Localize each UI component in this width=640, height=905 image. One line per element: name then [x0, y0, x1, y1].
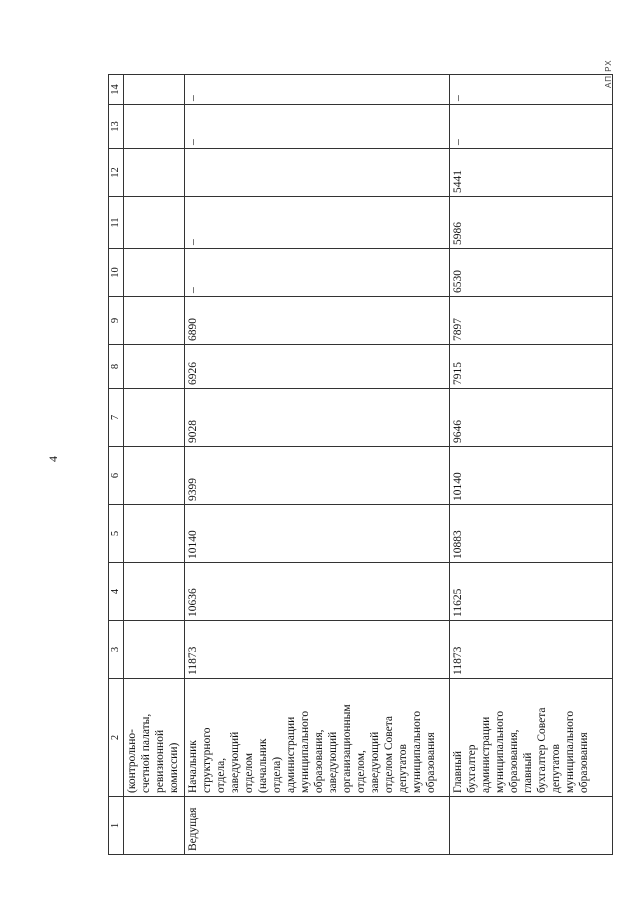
value-cell: 5441: [450, 149, 613, 197]
col-header-1: 1: [109, 797, 124, 855]
value-cell: 11873: [450, 621, 613, 679]
value-cell: 7915: [450, 345, 613, 389]
value-cell: [185, 149, 450, 197]
value-cell: 5986: [450, 197, 613, 249]
table-cell: [124, 797, 185, 855]
col-header-14: 14: [109, 75, 124, 105]
category-cell: Ведущая: [185, 797, 450, 855]
table-cell: [124, 105, 185, 149]
value-cell: 10140: [450, 447, 613, 505]
column-number-row: [109, 75, 124, 855]
table-cell: [124, 505, 185, 563]
table-cell: (контрольно- счетной палаты, ревизионной комиссии): [124, 679, 185, 797]
value-cell: 6890: [185, 297, 450, 345]
table-cell: [124, 297, 185, 345]
salary-table-wrapper: [108, 75, 610, 855]
table-cell: [124, 345, 185, 389]
col-header-11: 11: [109, 197, 124, 249]
table-cell: [124, 563, 185, 621]
table-row: [450, 75, 613, 855]
value-cell: 6530: [450, 249, 613, 297]
category-cell: [450, 797, 613, 855]
table-cell: [124, 249, 185, 297]
table-cell: [124, 389, 185, 447]
value-cell: –: [450, 75, 613, 105]
value-cell: 11873: [185, 621, 450, 679]
table-row: [185, 75, 450, 855]
col-header-12: 12: [109, 149, 124, 197]
col-header-13: 13: [109, 105, 124, 149]
col-header-7: 7: [109, 389, 124, 447]
col-header-3: 3: [109, 621, 124, 679]
col-header-2: 2: [109, 679, 124, 797]
value-cell: 9646: [450, 389, 613, 447]
table-row: [124, 75, 185, 855]
col-header-4: 4: [109, 563, 124, 621]
value-cell: –: [185, 105, 450, 149]
value-cell: 6926: [185, 345, 450, 389]
position-cell: Главный бухгалтер администрации муниципального образования, главный бухгалтер Совета депутатов муниципального образования: [450, 679, 613, 797]
table-cell: [124, 75, 185, 105]
value-cell: 10636: [185, 563, 450, 621]
col-header-5: 5: [109, 505, 124, 563]
col-header-10: 10: [109, 249, 124, 297]
value-cell: –: [185, 197, 450, 249]
col-header-8: 8: [109, 345, 124, 389]
table-cell: [124, 621, 185, 679]
archive-stamp: АП РХ: [604, 59, 613, 88]
salary-table: [108, 74, 613, 855]
value-cell: 7897: [450, 297, 613, 345]
value-cell: 9028: [185, 389, 450, 447]
value-cell: 9399: [185, 447, 450, 505]
value-cell: –: [185, 75, 450, 105]
col-header-9: 9: [109, 297, 124, 345]
table-cell: [124, 149, 185, 197]
col-header-6: 6: [109, 447, 124, 505]
position-cell: Начальник структурного отдела, заведующий отделом (начальник отдела) администрации муниципального образования, заведующий организационным отделом, заведующий отделом Совета депутатов муниципального образования: [185, 679, 450, 797]
page-number: 4: [46, 456, 60, 462]
value-cell: 10140: [185, 505, 450, 563]
table-cell: [124, 197, 185, 249]
value-cell: –: [185, 249, 450, 297]
table-cell: [124, 447, 185, 505]
value-cell: 10883: [450, 505, 613, 563]
value-cell: 11625: [450, 563, 613, 621]
value-cell: –: [450, 105, 613, 149]
